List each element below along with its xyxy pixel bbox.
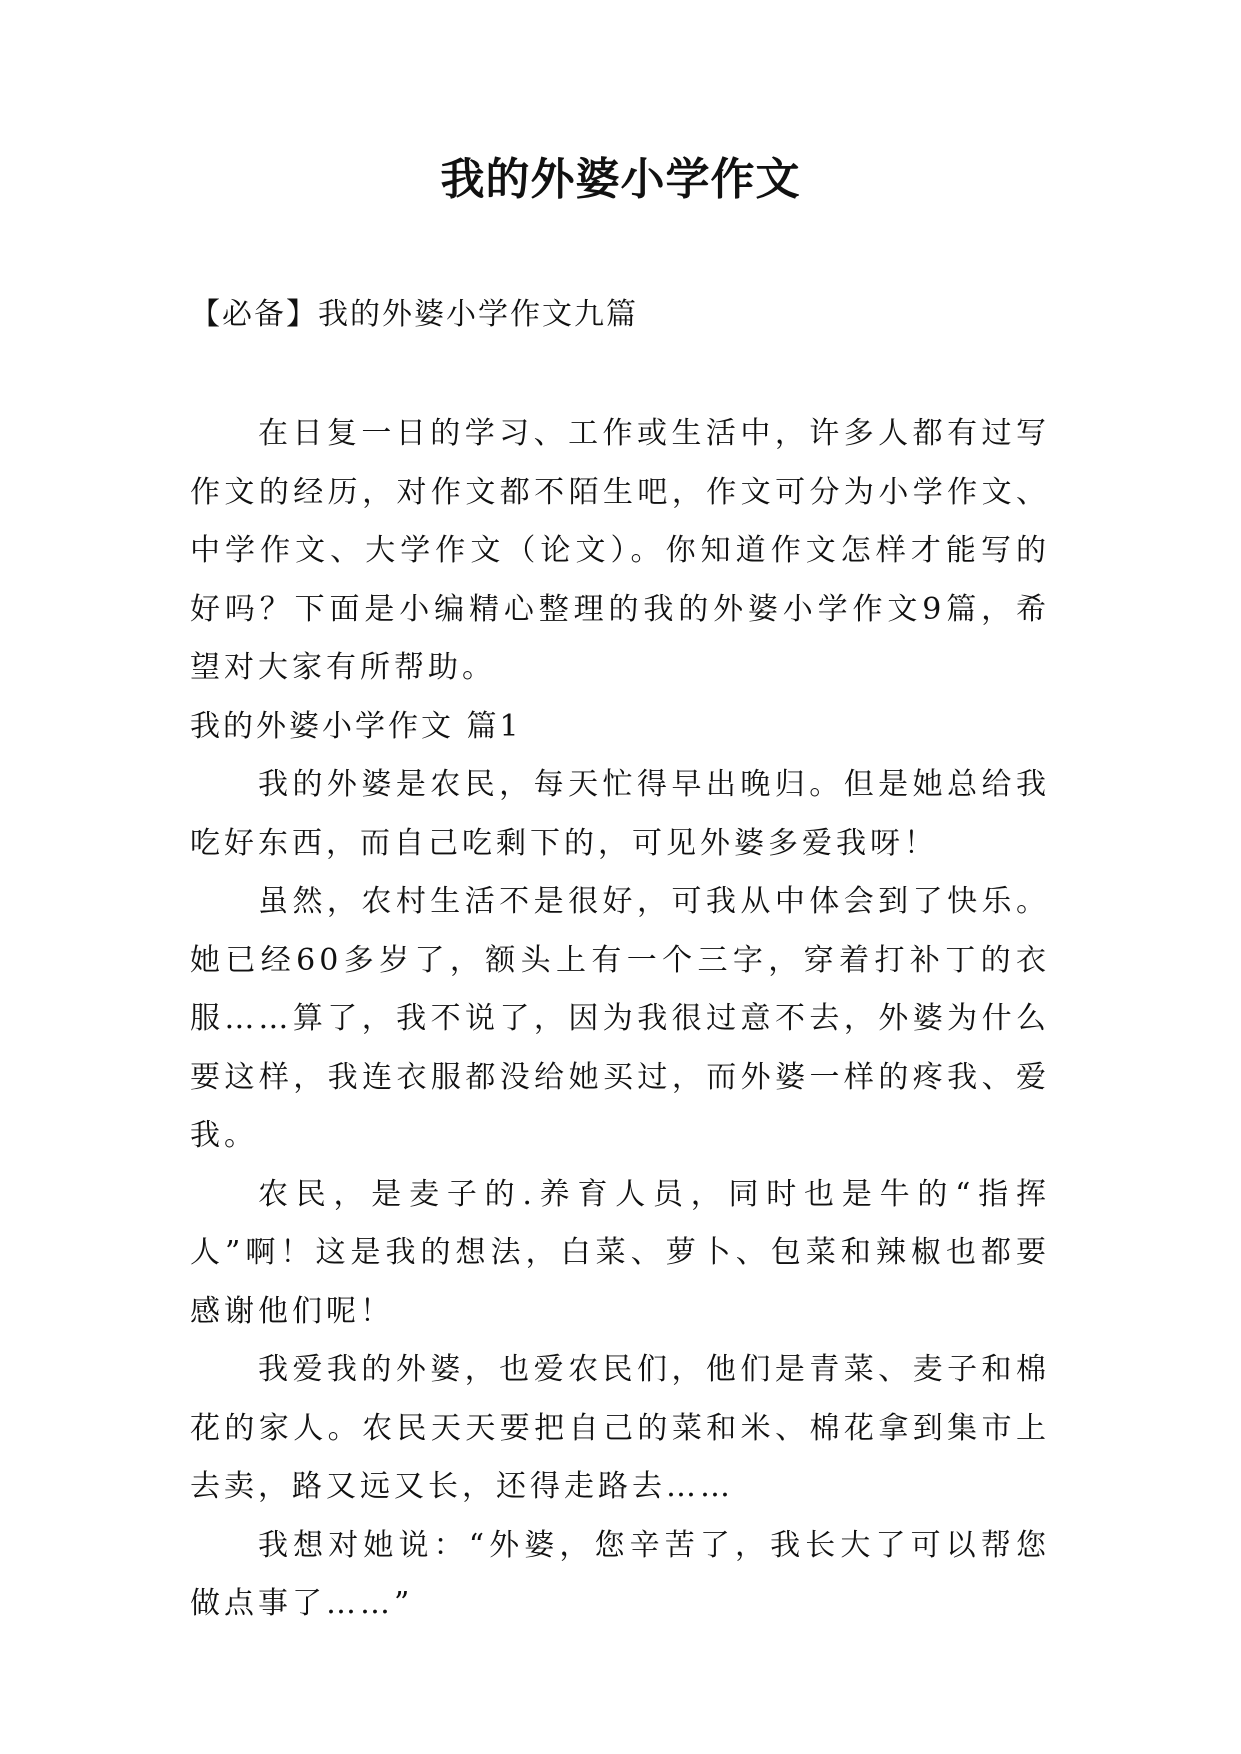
document-subtitle: 【必备】我的外婆小学作文九篇: [190, 297, 638, 332]
essay-paragraph-5: 我想对她说：“外婆，您辛苦了，我长大了可以帮您做点事了……”: [190, 1527, 1050, 1621]
document-title: 我的外婆小学作文: [440, 154, 801, 205]
essay-paragraph-4: 我爱我的外婆，也爱农民们，他们是青菜、麦子和棉花的家人。农民天天要把自己的菜和米、棉花拿到集市上去卖，路又远又长，还得走路去……: [190, 1352, 1050, 1504]
section-heading: 我的外婆小学作文 篇1: [190, 708, 522, 744]
intro-paragraph: 在日复一日的学习、工作或生活中，许多人都有过写作文的经历，对作文都不陌生吧，作文可分为小学作文、中学作文、大学作文（论文）。你知道作文怎样才能写的好吗？下面是小编精心整理的我的外婆小学作文9篇，希望对大家有所帮助。: [190, 416, 1050, 685]
document-body: [190, 405, 1050, 1634]
essay-paragraph-2: 虽然，农村生活不是很好，可我从中体会到了快乐。她已经60多岁了，额头上有一个三字，穿着打补丁的衣服……算了，我不说了，因为我很过意不去，外婆为什么要这样，我连衣服都没给她买过，而外婆一样的疼我、爱我。: [190, 884, 1050, 1153]
essay-paragraph-1: 我的外婆是农民，每天忙得早出晚归。但是她总给我吃好东西，而自己吃剩下的，可见外婆多爱我呀！: [190, 767, 1050, 861]
essay-paragraph-3: 农民，是麦子的.养育人员，同时也是牛的“指挥人”啊！这是我的想法，白菜、萝卜、包菜和辣椒也都要感谢他们呢！: [190, 1176, 1050, 1329]
